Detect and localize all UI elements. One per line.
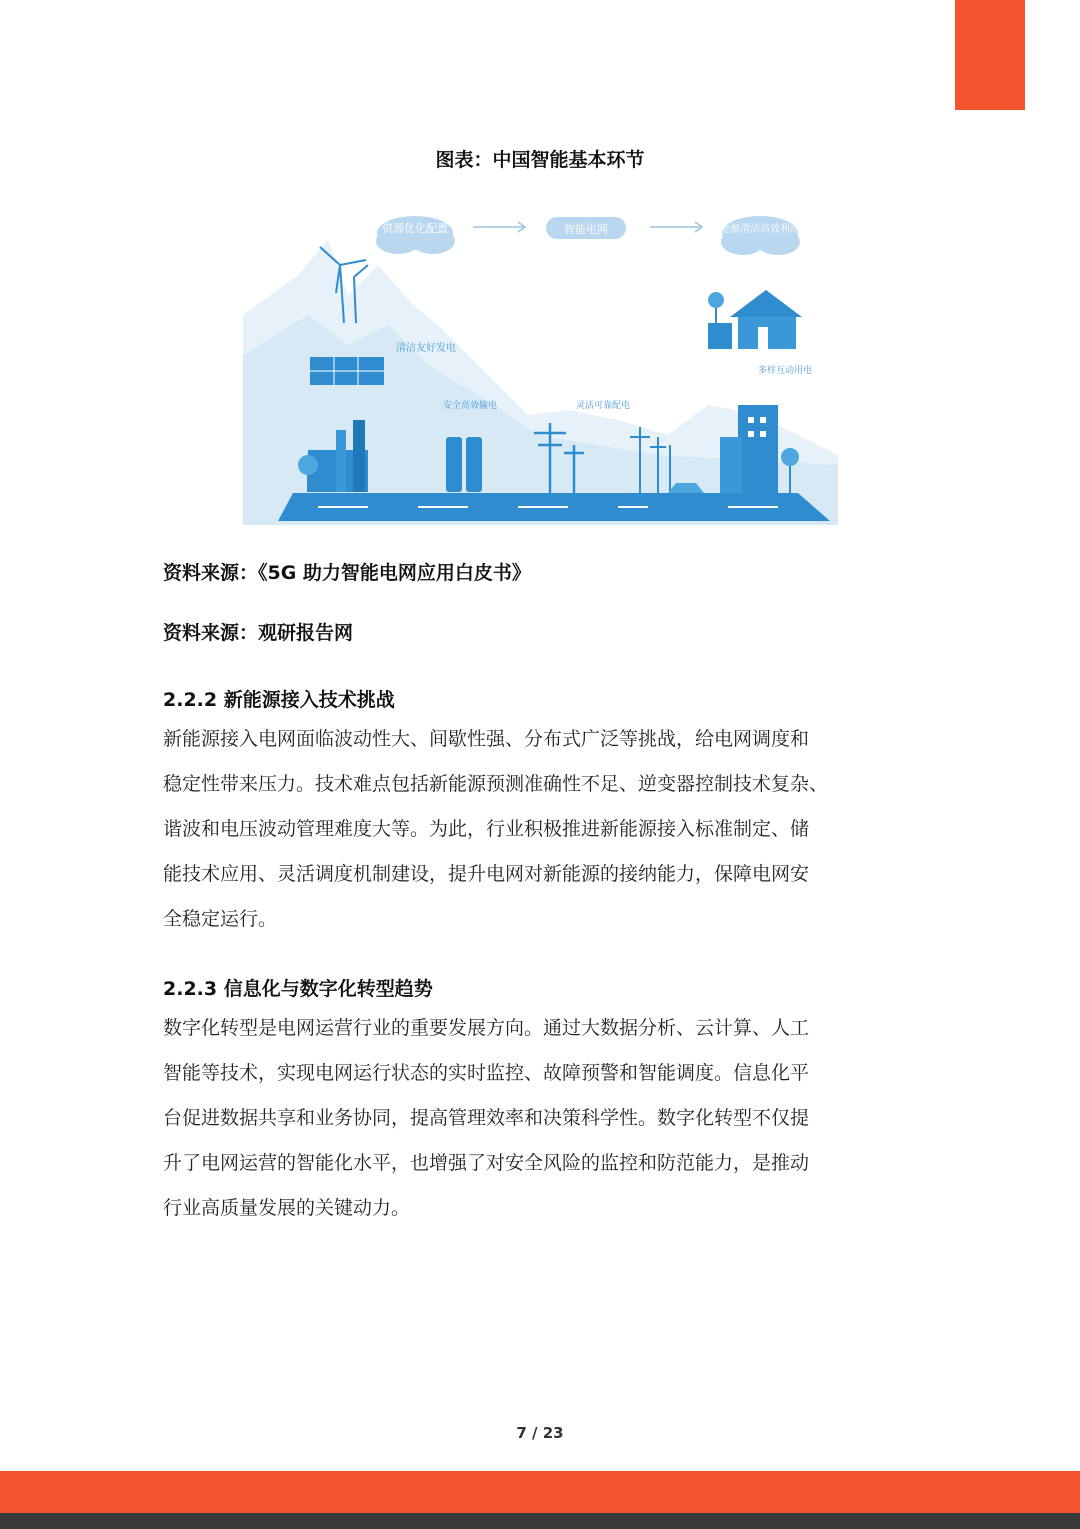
- label-safe-transmission: 安全高效输电: [443, 401, 498, 411]
- paragraph-line: 能技术应用、灵活调度机制建设，提升电网对新能源的接纳能力，保障电网安: [163, 863, 810, 885]
- paragraph-line: 数字化转型是电网运营行业的重要发展方向。通过大数据分析、云计算、人工: [163, 1017, 810, 1039]
- flow-arrow-1: [473, 222, 525, 232]
- cloud-resource-optimization: [376, 216, 455, 254]
- source-line-1: 资料来源：《5G 助力智能电网应用白皮书》: [163, 562, 531, 584]
- flow-arrow-2: [650, 222, 702, 232]
- figure-title: 图表：中国智能基本环节: [435, 149, 645, 171]
- cloud-label-grid: 智能电网: [564, 223, 608, 236]
- corner-accent-tab: [955, 0, 1025, 110]
- paragraph-line: 升了电网运营的智能化水平，也增强了对安全风险的监控和防范能力，是推动: [163, 1152, 810, 1174]
- paragraph-line: 行业高质量发展的关键动力。: [163, 1197, 411, 1219]
- solar-panel-icon: [310, 357, 384, 385]
- road: [278, 493, 830, 521]
- footer-accent-band: [0, 1471, 1080, 1513]
- smart-grid-illustration: [238, 205, 838, 525]
- label-clean-generation: 清洁友好发电: [396, 343, 456, 354]
- section-heading-2-2-2: 2.2.2 新能源接入技术挑战: [163, 689, 395, 711]
- paragraph-line: 台促进数据共享和业务协同，提高管理效率和决策科学性。数字化转型不仅提: [163, 1107, 810, 1129]
- paragraph-line: 新能源接入电网面临波动性大、间歇性强、分布式广泛等挑战，给电网调度和: [163, 728, 810, 750]
- cloud-clean-energy: [720, 216, 800, 255]
- section-heading-2-2-3: 2.2.3 信息化与数字化转型趋势: [163, 978, 433, 1000]
- cloud-label-resource: 资源优化配置: [382, 222, 448, 235]
- paragraph-line: 全稳定运行。: [163, 908, 278, 930]
- label-flexible-distribution: 灵活可靠配电: [576, 401, 631, 411]
- section-paragraph-2-2-3: [163, 1006, 923, 1231]
- source-line-2: 资料来源：观研报告网: [163, 622, 354, 644]
- footer-dark-strip: [0, 1513, 1080, 1529]
- page-number: 7 / 23: [516, 1424, 564, 1442]
- paragraph-line: 谐波和电压波动管理难度大等。为此，行业积极推进新能源接入标准制定、储: [163, 818, 810, 840]
- paragraph-line: 智能等技术，实现电网运行状态的实时监控、故障预警和智能调度。信息化平: [163, 1062, 810, 1084]
- section-paragraph-2-2-2: [163, 717, 923, 942]
- cloud-smart-grid: [546, 217, 626, 239]
- paragraph-line: 稳定性带来压力。技术难点包括新能源预测准确性不足、逆变器控制技术复杂、: [163, 773, 829, 795]
- cloud-label-clean: 能源清洁高效利用: [720, 224, 800, 235]
- house-icon: [708, 290, 802, 349]
- label-diverse-consumption: 多样互动用电: [758, 366, 813, 376]
